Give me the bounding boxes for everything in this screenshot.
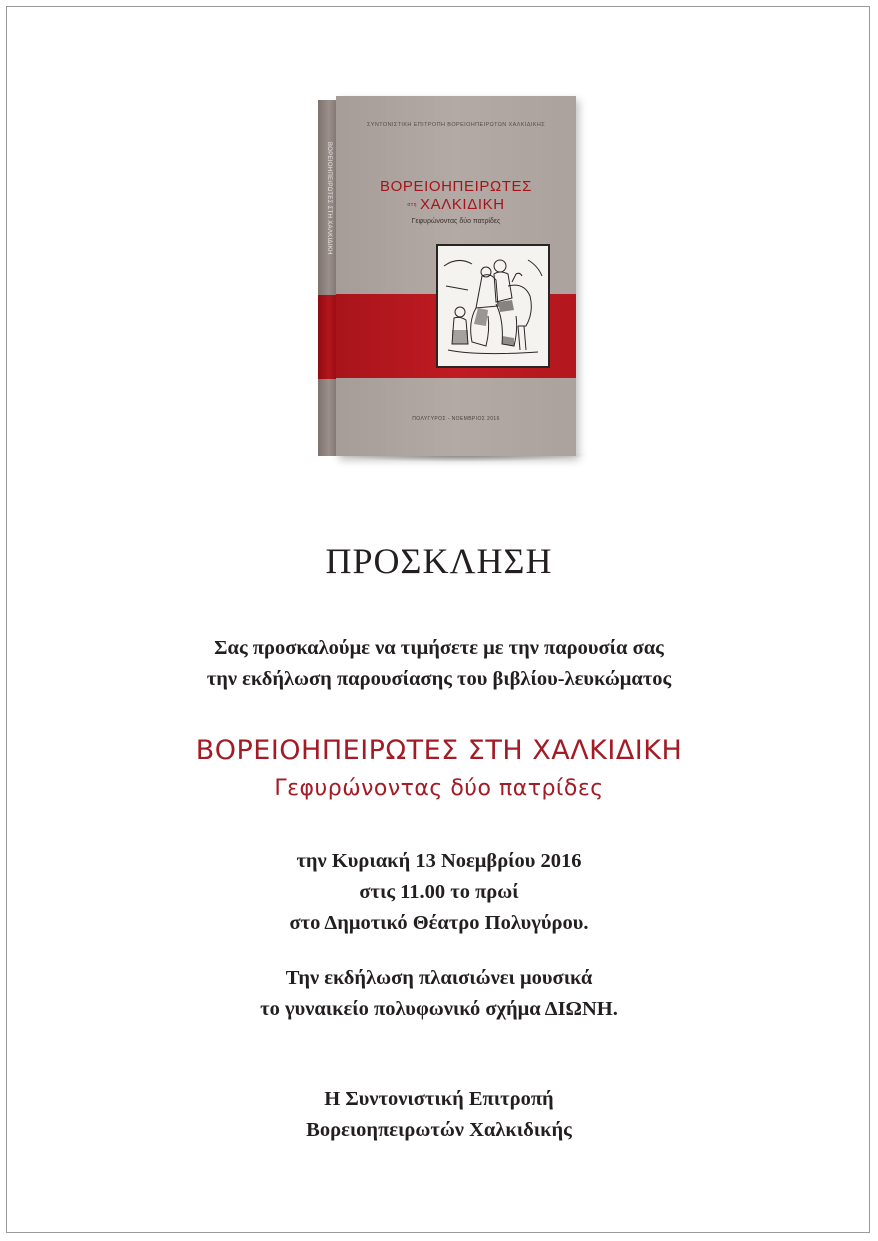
book-title: ΒΟΡΕΙΟΗΠΕΙΡΩΤΕΣ ΣΤΗ ΧΑΛΚΙΔΙΚΗ — [195, 735, 683, 766]
signature-line-1: Η Συντονιστική Επιτροπή — [324, 1088, 554, 1110]
event-time: στις 11.00 το πρωί — [359, 881, 519, 903]
music-line-1: Την εκδήλωση πλαισιώνει μουσικά — [285, 967, 593, 989]
cover-title-line1: ΒΟΡΕΙΟΗΠΕΙΡΩΤΕΣ — [379, 178, 532, 195]
book-subtitle: Γεφυρώνοντας δύο πατρίδες — [274, 776, 604, 801]
sketch-illustration-icon — [438, 246, 548, 366]
cover-title-small: στη — [407, 202, 417, 209]
invitation-heading: ΠΡΟΣΚΛΗΣΗ — [325, 541, 553, 581]
signature-line-2: Βορειοηπειρωτών Χαλκιδικής — [306, 1119, 572, 1141]
cover-subtitle: Γεφυρώνοντας δύο πατρίδες — [411, 218, 501, 225]
book-spine — [318, 100, 336, 456]
cover-title-main: ΧΑΛΚΙΔΙΚΗ — [420, 196, 505, 213]
event-date: την Κυριακή 13 Νοεμβρίου 2016 — [296, 850, 582, 872]
cover-title-line2 — [336, 196, 576, 213]
intro-line-2: την εκδήλωση παρουσίασης του βιβλίου-λευκώματος — [206, 668, 672, 690]
spine-red-band — [318, 295, 336, 379]
book-cover-image — [318, 96, 576, 460]
cover-illustration — [436, 244, 550, 368]
music-line-2: το γυναικείο πολυφωνικό σχήμα ΔΙΩΝΗ. — [260, 998, 618, 1020]
book-front — [336, 96, 576, 456]
event-venue: στο Δημοτικό Θέατρο Πολυγύρου. — [289, 912, 589, 934]
spine-text: ΒΟΡΕΙΟΗΠΕΙΡΩΤΕΣ ΣΤΗ ΧΑΛΚΙΔΙΚΗ — [326, 142, 332, 255]
intro-line-1: Σας προσκαλούμε να τιμήσετε με την παρουσία σας — [214, 637, 664, 659]
cover-footer: ΠΟΛΥΓΥΡΟΣ - ΝΟΕΜΒΡΙΟΣ 2016 — [412, 416, 500, 422]
cover-publisher: ΣΥΝΤΟΝΙΣΤΙΚΗ ΕΠΙΤΡΟΠΗ ΒΟΡΕΙΟΗΠΕΙΡΩΤΩΝ ΧΑΛΚΙΔΙΚΗΣ — [366, 122, 545, 128]
